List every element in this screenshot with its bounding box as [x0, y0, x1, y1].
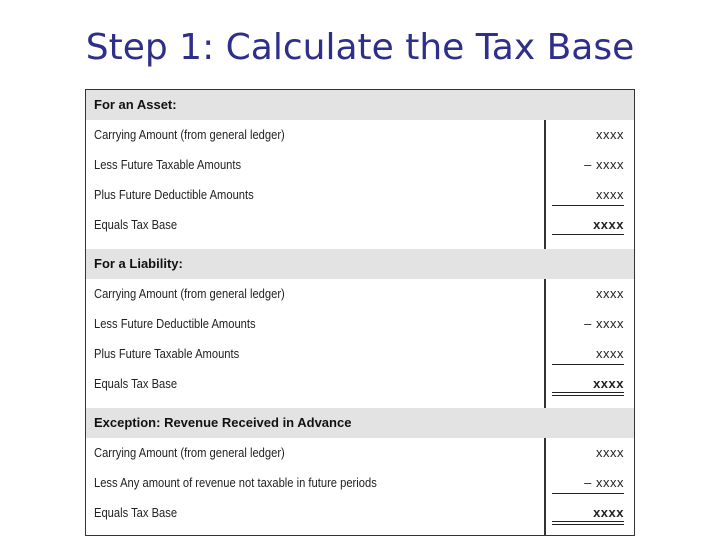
table-row — [86, 279, 634, 309]
row-label: Plus Future Taxable Amounts — [94, 346, 240, 361]
table-row — [86, 210, 634, 240]
row-value: xxxx — [593, 376, 624, 391]
table-row — [86, 369, 634, 399]
row-value: – xxxx — [584, 475, 624, 490]
table-row — [86, 180, 634, 210]
row-value: xxxx — [596, 445, 624, 460]
row-value: xxxx — [596, 127, 624, 142]
table-row — [86, 468, 634, 498]
subtotal-underline — [552, 364, 624, 365]
page-title: Step 1: Calculate the Tax Base — [85, 27, 635, 68]
row-label: Equals Tax Base — [94, 376, 178, 391]
row-label: Equals Tax Base — [94, 217, 178, 232]
row-value: xxxx — [593, 217, 624, 232]
row-value: xxxx — [596, 286, 624, 301]
liability-section — [86, 249, 634, 399]
table-row — [86, 438, 634, 468]
total-underline — [552, 234, 624, 235]
section-header: For a Liability: — [86, 249, 634, 279]
row-label: Less Future Deductible Amounts — [94, 316, 256, 331]
table-row — [86, 150, 634, 180]
row-value: xxxx — [596, 346, 624, 361]
section-header: For an Asset: — [86, 90, 634, 120]
row-label: Plus Future Deductible Amounts — [94, 187, 254, 202]
table-row — [86, 339, 634, 369]
row-label: Equals Tax Base — [94, 505, 178, 520]
total-double-underline — [552, 392, 624, 396]
table-row — [86, 498, 634, 528]
row-label: Less Future Taxable Amounts — [94, 157, 242, 172]
asset-section — [86, 90, 634, 240]
total-double-underline — [552, 521, 624, 525]
row-value: xxxx — [593, 505, 624, 520]
row-label: Carrying Amount (from general ledger) — [94, 445, 285, 460]
row-value: – xxxx — [584, 157, 624, 172]
exception-section — [86, 408, 634, 528]
subtotal-underline — [552, 205, 624, 206]
row-label: Carrying Amount (from general ledger) — [94, 286, 285, 301]
row-label: Less Any amount of revenue not taxable in future periods — [94, 475, 377, 490]
table-row — [86, 120, 634, 150]
row-value: xxxx — [596, 187, 624, 202]
table-row — [86, 309, 634, 339]
row-label: Carrying Amount (from general ledger) — [94, 127, 285, 142]
row-value: – xxxx — [584, 316, 624, 331]
tax-base-table — [85, 89, 635, 536]
section-header: Exception: Revenue Received in Advance — [86, 408, 634, 438]
subtotal-underline — [552, 493, 624, 494]
